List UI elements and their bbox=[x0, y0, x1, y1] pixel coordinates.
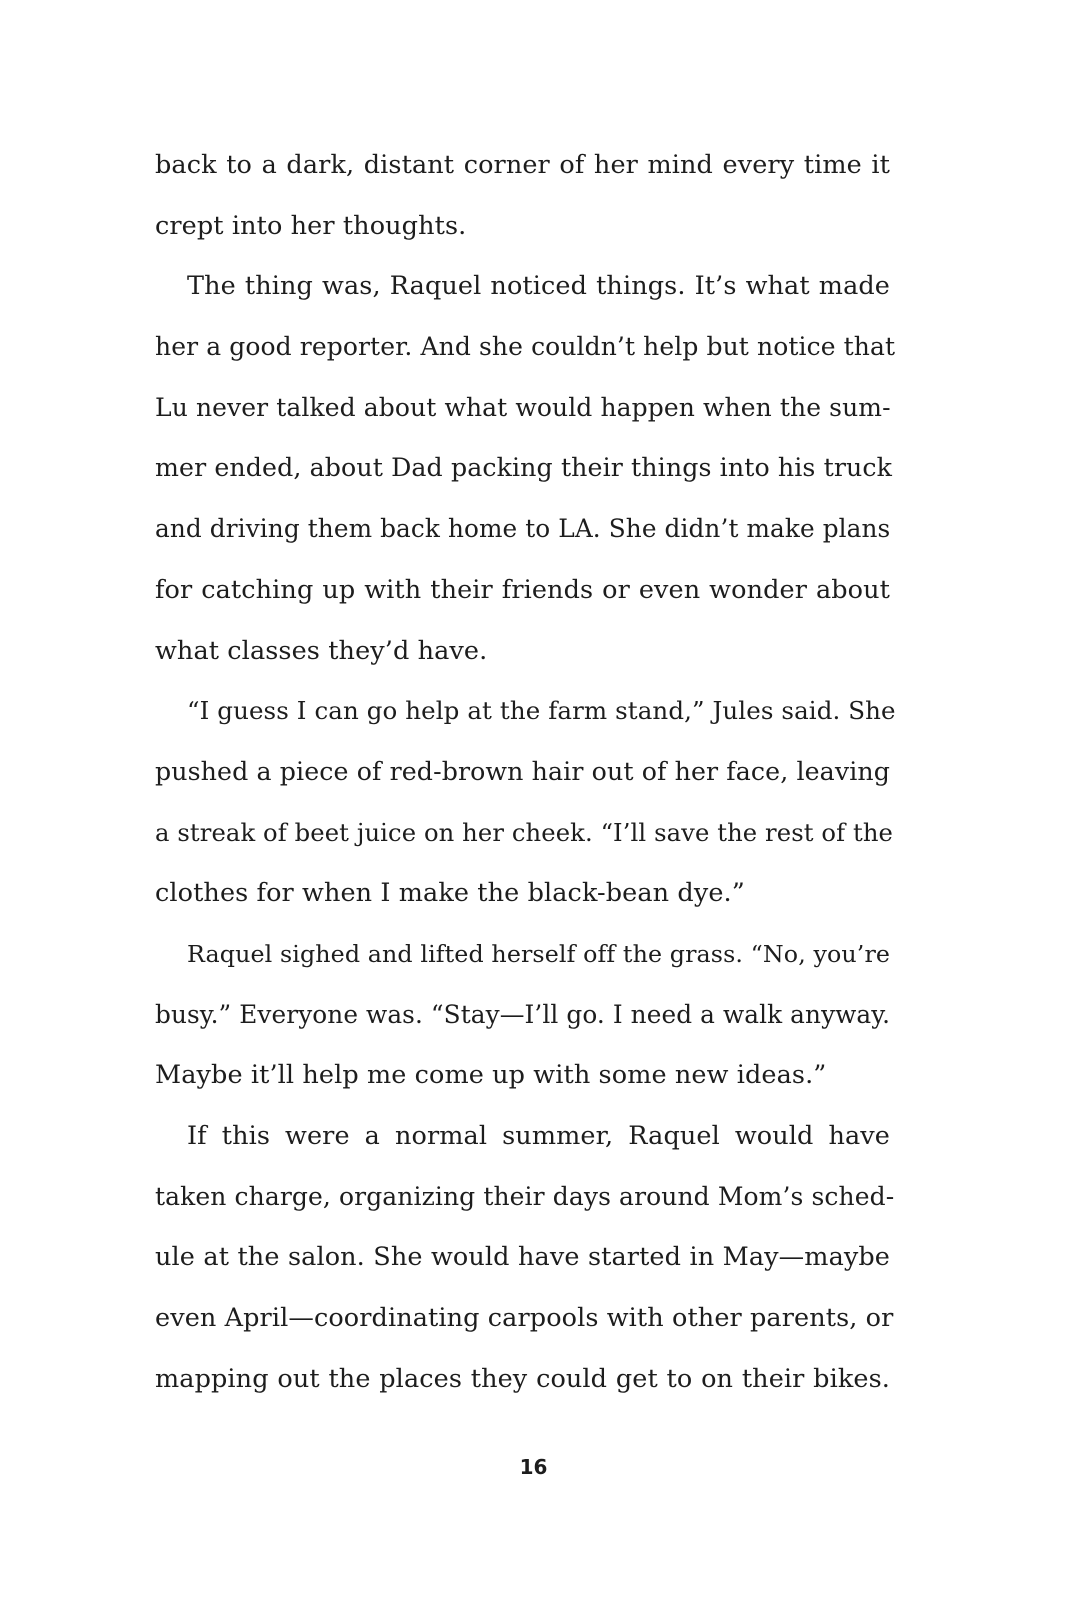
text-line: Maybe it’ll help me come up with some new ideas.” bbox=[155, 1060, 827, 1091]
text-line: mer ended, about Dad packing their things into his truck bbox=[155, 453, 893, 483]
text-line: a streak of beet juice on her cheek. “I’ll save the rest of the bbox=[155, 817, 893, 847]
text-line: Lu never talked about what would happen when the sum- bbox=[155, 392, 891, 422]
page-number: 16 bbox=[519, 1455, 548, 1479]
text-line: taken charge, organizing their days around Mom’s sched- bbox=[155, 1181, 895, 1211]
text-line: clothes for when I make the black-bean dye.” bbox=[155, 878, 745, 909]
text-line: back to a dark, distant corner of her mind every time it bbox=[155, 150, 890, 180]
text-line: The thing was, Raquel noticed things. It’s what made bbox=[187, 271, 890, 302]
text-line: crept into her thoughts. bbox=[155, 210, 467, 241]
text-line: for catching up with their friends or even wonder about bbox=[155, 574, 890, 605]
text-line: “I guess I can go help at the farm stand,” Jules said. She bbox=[187, 696, 896, 726]
text-line: busy.” Everyone was. “Stay—I’ll go. I need a walk anyway. bbox=[155, 999, 891, 1029]
text-line: mapping out the places they could get to on their bikes. bbox=[155, 1363, 890, 1394]
text-line: her a good reporter. And she couldn’t help but notice that bbox=[155, 332, 896, 362]
text-line: what classes they’d have. bbox=[155, 635, 488, 666]
text-line: If this were a normal summer, Raquel would have bbox=[187, 1121, 890, 1151]
body-text bbox=[155, 135, 896, 1409]
text-line: and driving them back home to LA. She didn’t make plans bbox=[155, 514, 891, 544]
text-line: Raquel sighed and lifted herself off the grass. “No, you’re bbox=[187, 939, 891, 968]
text-line: pushed a piece of red-brown hair out of her face, leaving bbox=[155, 756, 890, 786]
text-line: even April—coordinating carpools with other parents, or bbox=[155, 1303, 894, 1334]
text-line: ule at the salon. She would have started in May—maybe bbox=[155, 1242, 890, 1273]
